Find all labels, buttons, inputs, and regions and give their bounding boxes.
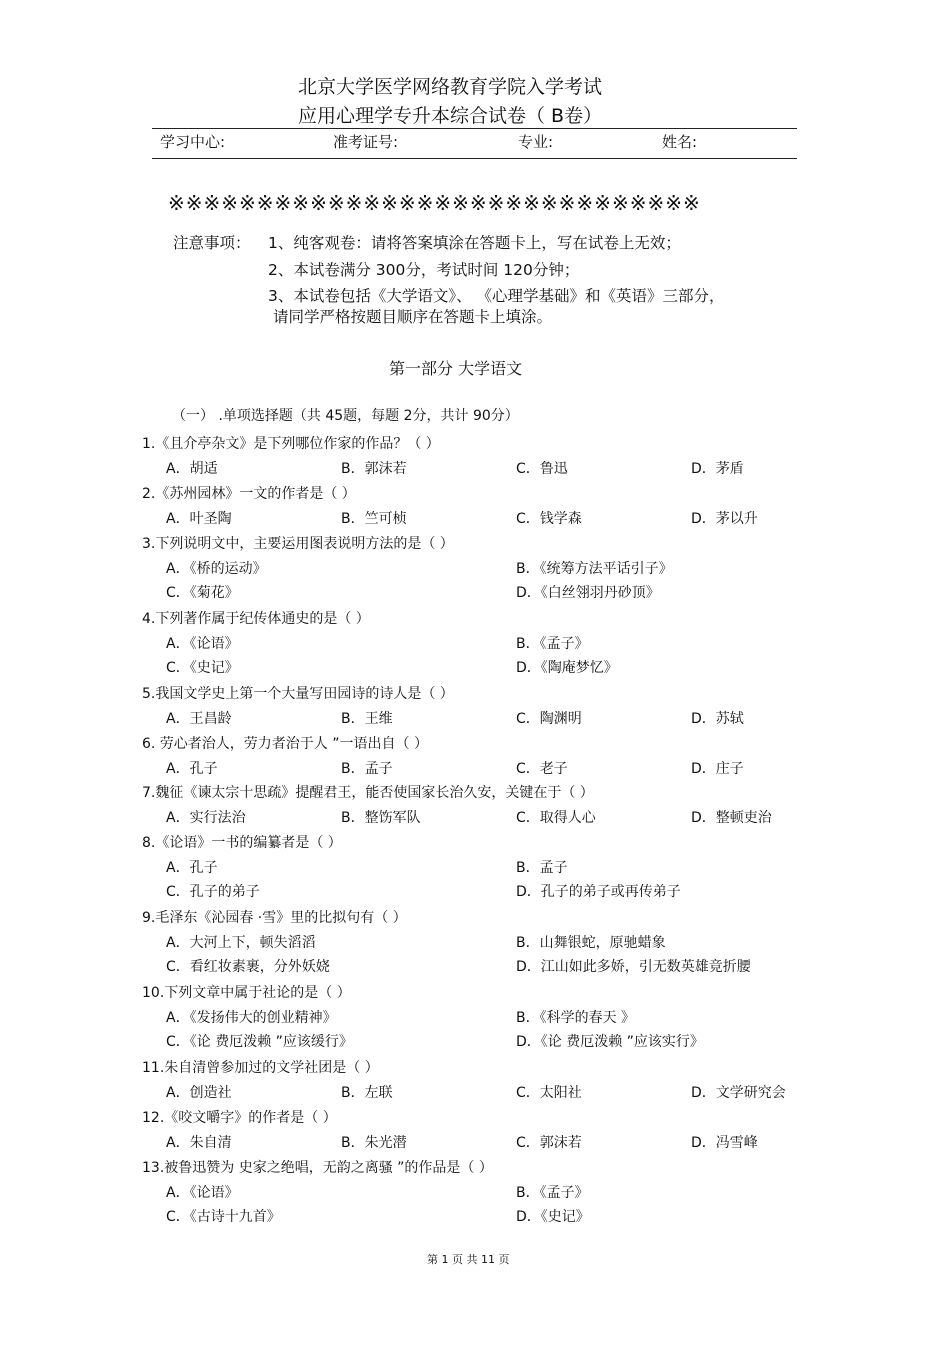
- part-title: 第一部分 大学语文: [389, 359, 523, 378]
- question-option: D．孔子的弟子或再传弟子: [516, 884, 681, 900]
- question-option: D．《白丝翎羽丹砂顶》: [516, 585, 660, 601]
- question-stem: 9.毛泽东《沁园春 ·雪》里的比拟句有（ ）: [142, 910, 407, 926]
- question-option: A．孔子: [166, 761, 218, 777]
- question-option: D．苏轼: [691, 711, 744, 727]
- question-option: D．茅以升: [691, 511, 758, 527]
- header-bottom-rule: [152, 158, 797, 159]
- question-option: A．叶圣陶: [166, 511, 232, 527]
- question-option: A．胡适: [166, 461, 218, 477]
- question-option: A．《论语》: [166, 636, 239, 652]
- question-option: A．孔子: [166, 860, 218, 876]
- question-option: C．看红妆素裹，分外妖娆: [166, 959, 330, 975]
- question-option: B．孟子: [341, 761, 393, 777]
- question-option: D．《论 费厄泼赖 ”应该实行》: [516, 1034, 704, 1050]
- question-option: C．《史记》: [166, 660, 239, 676]
- question-option: C．《古诗十九首》: [166, 1209, 281, 1225]
- page-footer: 第 1 页 共 11 页: [427, 1253, 510, 1266]
- question-option: D．《史记》: [516, 1209, 590, 1225]
- question-option: C．孔子的弟子: [166, 884, 260, 900]
- notice-item-2: 2、本试卷满分 300分，考试时间 120分钟；: [268, 261, 580, 279]
- question-option: B．《统筹方法平话引子》: [516, 561, 673, 577]
- question-stem: 2.《苏州园林》一文的作者是（ ）: [142, 486, 356, 502]
- field-exam-number: 准考证号:: [333, 133, 399, 151]
- question-stem: 7.魏征《谏太宗十思疏》提醒君王，能否使国家长治久安，关键在于（ ）: [142, 785, 594, 801]
- notice-label: 注意事项：: [173, 234, 251, 252]
- question-option: B．竺可桢: [341, 511, 407, 527]
- question-option: C．《论 费厄泼赖 ”应该缓行》: [166, 1034, 353, 1050]
- question-option: D．文学研究会: [691, 1085, 786, 1101]
- question-stem: 4.下列著作属于纪传体通史的是（ ）: [142, 611, 370, 627]
- star-separator: ※※※※※※※※※※※※※※※※※※※※※※※※※※※※※※: [168, 191, 701, 215]
- question-option: C．钱学森: [516, 511, 582, 527]
- question-option: A．《桥的运动》: [166, 561, 267, 577]
- question-option: B．朱光潜: [341, 1135, 407, 1151]
- question-option: A．《发扬伟大的创业精神》: [166, 1010, 337, 1026]
- question-option: D．庄子: [691, 761, 744, 777]
- question-option: D．《陶庵梦忆》: [516, 660, 618, 676]
- exam-title-line2: 应用心理学专升本综合试卷（ B卷）: [298, 105, 603, 127]
- question-stem: 11.朱自清曾参加过的文学社团是（ ）: [142, 1060, 379, 1076]
- notice-item-3: 3、本试卷包括《大学语文》、 《心理学基础》和《英语》三部分，: [268, 287, 725, 305]
- question-stem: 8.《论语》一书的编纂者是（ ）: [142, 835, 342, 851]
- question-option: B．孟子: [516, 860, 568, 876]
- question-option: A．《论语》: [166, 1185, 239, 1201]
- question-option: C．陶渊明: [516, 711, 582, 727]
- question-option: A．朱自清: [166, 1135, 232, 1151]
- field-study-center: 学习中心:: [160, 133, 226, 151]
- question-option: C．鲁迅: [516, 461, 568, 477]
- field-major: 专业:: [518, 133, 554, 151]
- question-option: B．郭沫若: [341, 461, 407, 477]
- question-option: C．太阳社: [516, 1085, 582, 1101]
- field-name: 姓名:: [662, 133, 698, 151]
- question-option: A．大河上下，顿失滔滔: [166, 935, 316, 951]
- question-option: B．王维: [341, 711, 393, 727]
- question-stem: 13.被鲁迅赞为 史家之绝唱，无韵之离骚 ”的作品是（ ）: [142, 1160, 493, 1176]
- question-stem: 10.下列文章中属于社论的是（ ）: [142, 985, 351, 1001]
- question-stem: 6. 劳心者治人，劳力者治于人 ”一语出自（ ）: [142, 736, 428, 752]
- question-option: D．茅盾: [691, 461, 744, 477]
- question-option: C．老子: [516, 761, 568, 777]
- question-option: B．《孟子》: [516, 636, 589, 652]
- question-option: B．左联: [341, 1085, 393, 1101]
- question-stem: 5.我国文学史上第一个大量写田园诗的诗人是（ ）: [142, 686, 454, 702]
- question-option: A．王昌龄: [166, 711, 232, 727]
- question-option: A．创造社: [166, 1085, 232, 1101]
- question-option: D．整顿吏治: [691, 810, 772, 826]
- header-top-rule: [152, 128, 797, 129]
- question-option: B．整饬军队: [341, 810, 421, 826]
- question-stem: 3.下列说明文中，主要运用图表说明方法的是（ ）: [142, 536, 454, 552]
- question-option: B．《科学的春天 》: [516, 1010, 636, 1026]
- question-option: D．江山如此多娇，引无数英雄竞折腰: [516, 959, 751, 975]
- question-option: C．《菊花》: [166, 585, 239, 601]
- question-stem: 1.《且介亭杂文》是下列哪位作家的作品？（ ）: [142, 436, 440, 452]
- question-option: A．实行法治: [166, 810, 246, 826]
- section-title: （一） .单项选择题（共 45题，每题 2分，共计 90分）: [172, 408, 519, 424]
- notice-item-3-continued: 请同学严格按题目顺序在答题卡上填涂。: [273, 308, 553, 326]
- question-option: B．山舞银蛇，原驰蜡象: [516, 935, 666, 951]
- exam-title-line1: 北京大学医学网络教育学院入学考试: [298, 76, 603, 98]
- question-option: B．《孟子》: [516, 1185, 589, 1201]
- question-option: C．取得人心: [516, 810, 596, 826]
- notice-item-1: 1、纯客观卷：请将答案填涂在答题卡上，写在试卷上无效；: [268, 234, 681, 252]
- question-stem: 12.《咬文嚼字》的作者是（ ）: [142, 1110, 337, 1126]
- question-option: C．郭沫若: [516, 1135, 582, 1151]
- question-option: D．冯雪峰: [691, 1135, 758, 1151]
